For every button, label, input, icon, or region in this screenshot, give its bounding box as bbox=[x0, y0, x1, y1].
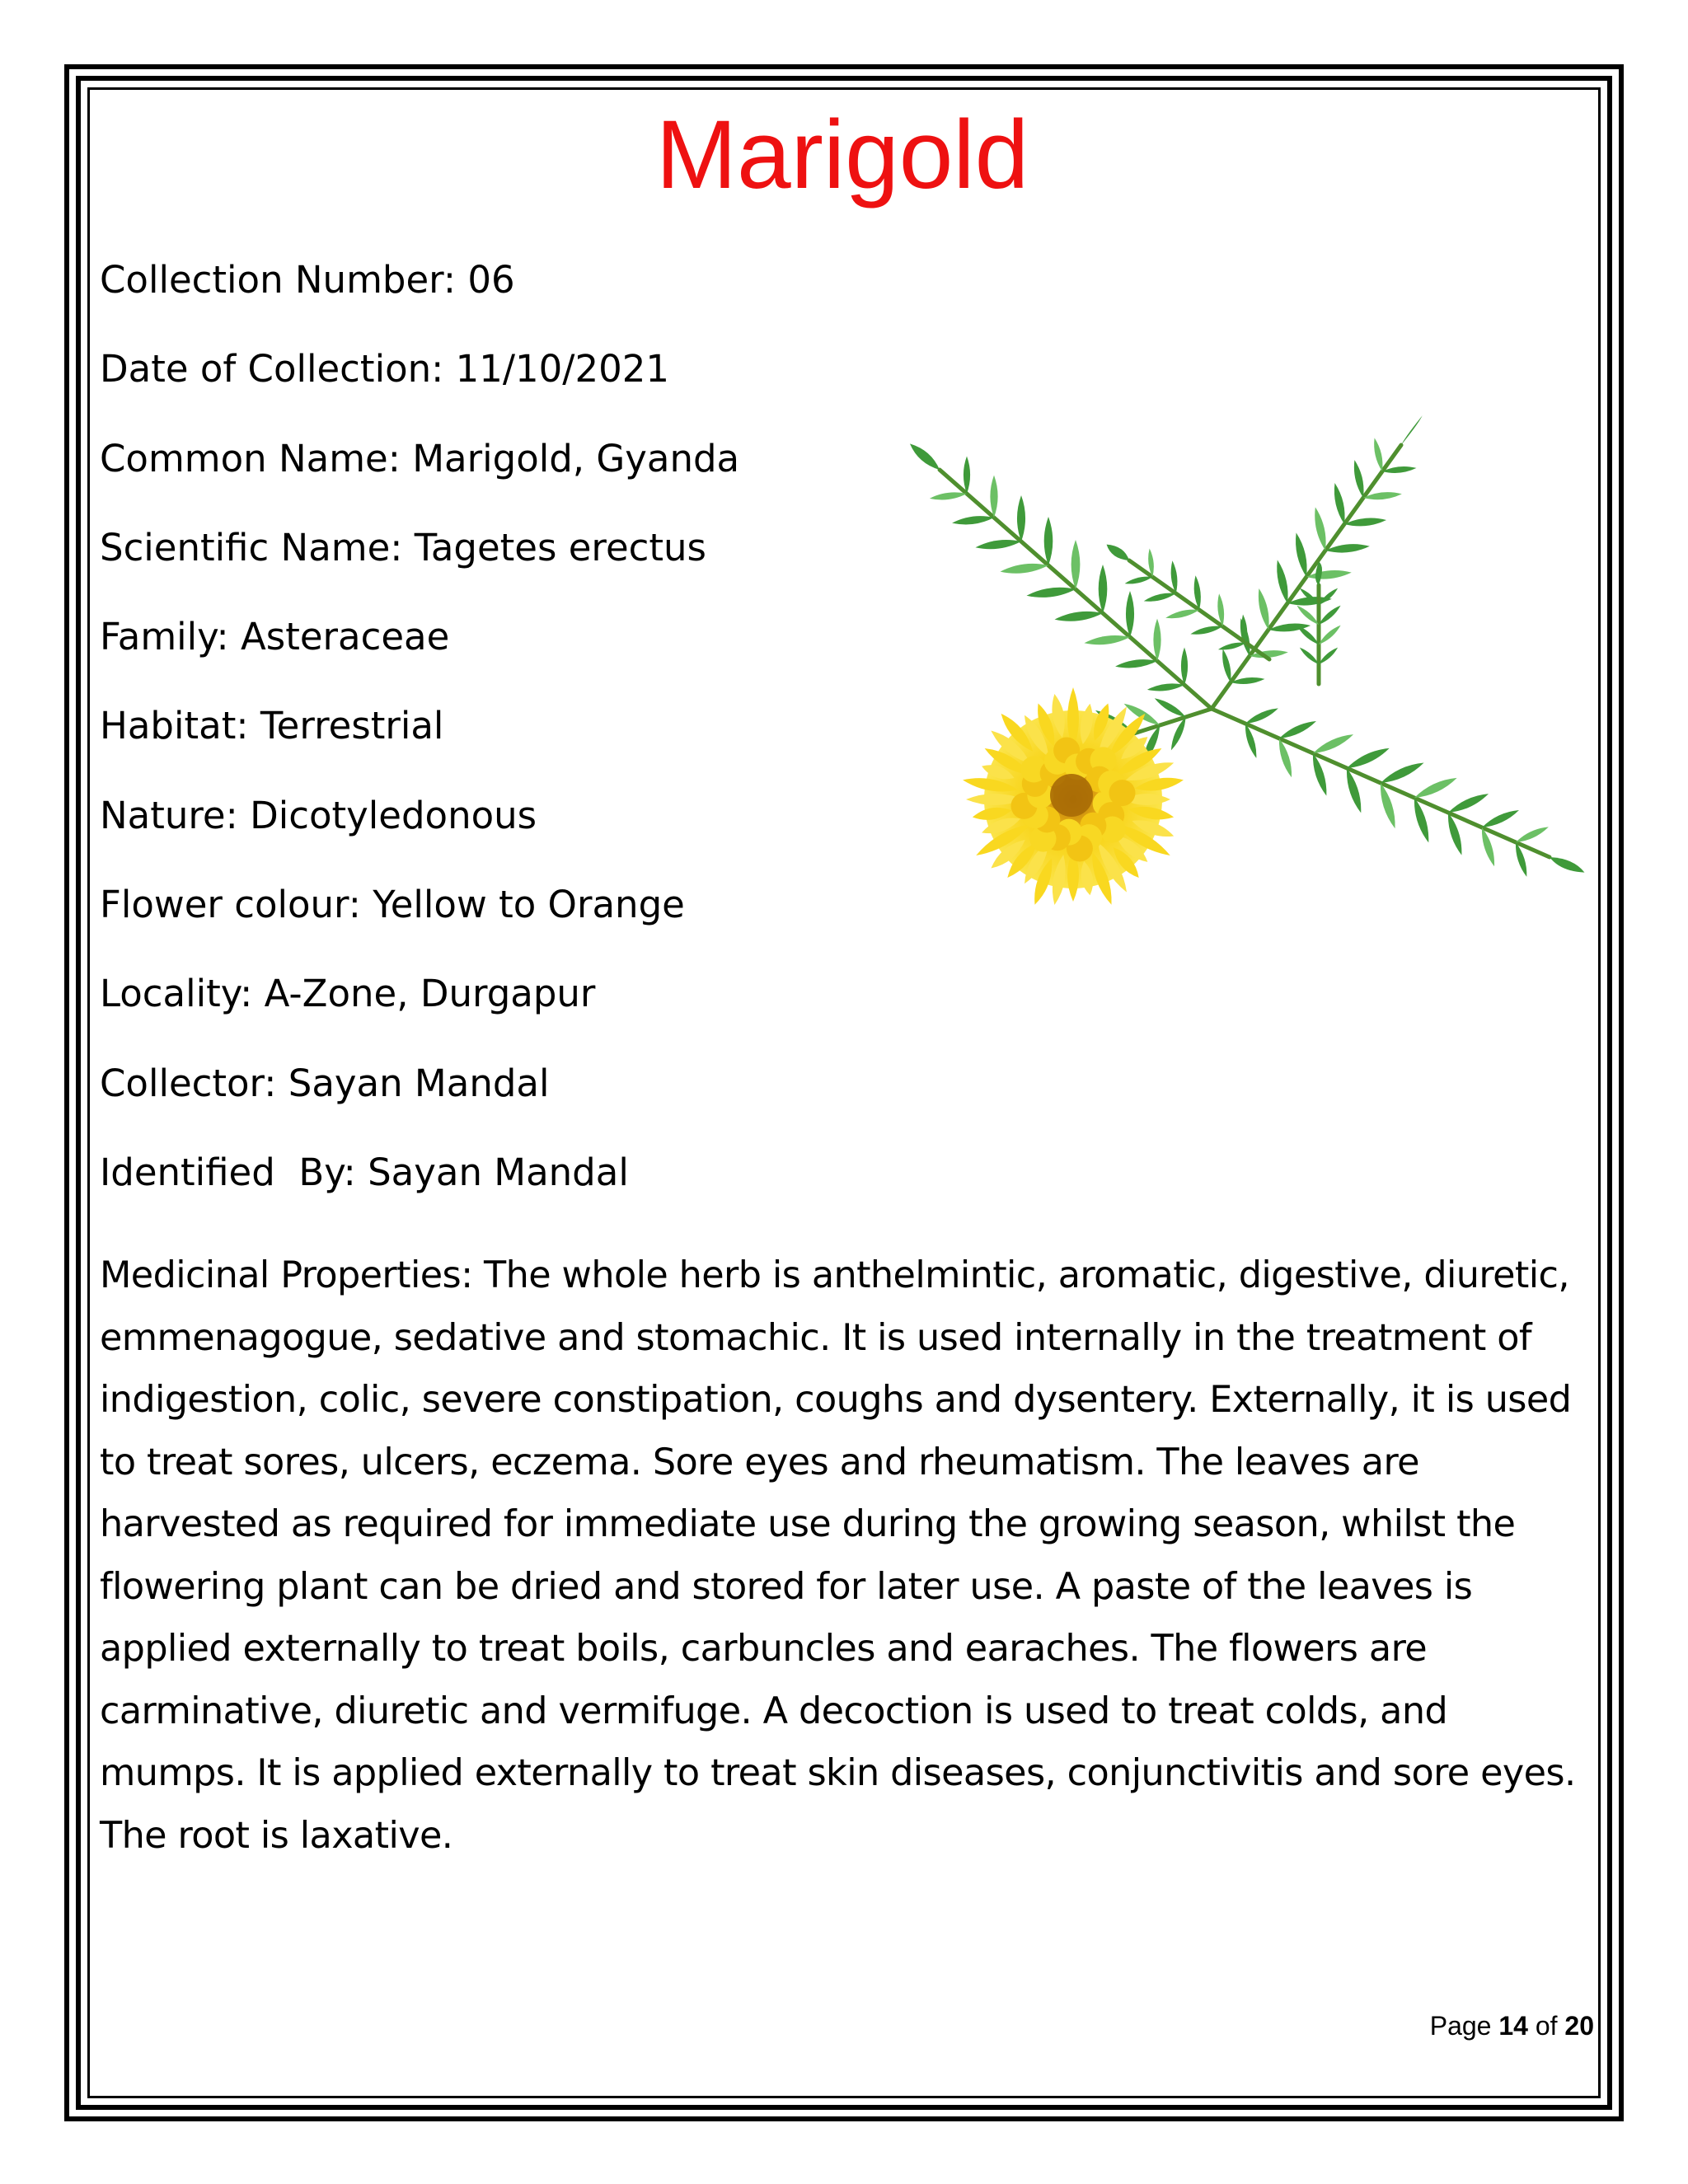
field-habitat bbox=[100, 701, 891, 790]
page-number bbox=[1430, 2009, 1594, 2042]
of-word: of bbox=[1535, 2011, 1558, 2041]
specimen-fields bbox=[100, 255, 891, 1237]
field-value: Yellow to Orange bbox=[373, 883, 685, 927]
total-pages-number: 20 bbox=[1564, 2011, 1594, 2041]
field-value: Marigold, Gyanda bbox=[412, 436, 740, 480]
field-value: Sayan Mandal bbox=[368, 1150, 629, 1194]
field-label: Flower colour: bbox=[100, 883, 361, 927]
page-word: Page bbox=[1429, 2011, 1492, 2041]
medicinal-text: The whole herb is anthelmintic, aromatic, digestive, diuretic, emmenagogue, sedative and stomachic. It is used internally in the treatment of indigestion, colic, severe constipation, coughs and dysentery. Externally, it is used to treat sores, ulcers, eczema. Sore eyes and rheumatism. The leaves are harvested as required for immediate use during the growing season, whilst the flowering plant can be dried and stored for later use. A paste of the leaves is applied externally to treat boils, carbuncles and earaches. The flowers are carminative, diuretic and vermifuge. A decoction is used to treat colds, and mumps. It is applied externally to treat skin diseases, conjunctivitis and sore eyes. The root is laxative. bbox=[100, 1254, 1576, 1857]
field-label: Collection Number: bbox=[100, 258, 457, 302]
field-collector bbox=[100, 1059, 891, 1148]
current-page-number: 14 bbox=[1498, 2011, 1528, 2041]
field-label: Identified By: bbox=[100, 1150, 356, 1194]
field-identified-by bbox=[100, 1148, 891, 1237]
medicinal-label: Medicinal Properties: bbox=[100, 1254, 473, 1296]
field-label: Family: bbox=[100, 615, 229, 659]
field-locality bbox=[100, 969, 891, 1058]
field-label: Scientific Name: bbox=[100, 525, 403, 569]
field-nature bbox=[100, 791, 891, 880]
field-label: Nature: bbox=[100, 793, 238, 837]
page-title-text: Marigold bbox=[655, 101, 1029, 209]
field-label: Common Name: bbox=[100, 436, 401, 480]
field-value: Sayan Mandal bbox=[288, 1061, 550, 1105]
field-value: 06 bbox=[467, 258, 515, 302]
field-collection-number bbox=[100, 255, 891, 344]
field-label: Date of Collection: bbox=[100, 347, 444, 391]
field-scientific-name bbox=[100, 523, 891, 612]
medicinal-properties bbox=[100, 1244, 1592, 1867]
field-common-name bbox=[100, 434, 891, 523]
field-family bbox=[100, 612, 891, 701]
marigold-image bbox=[824, 412, 1591, 964]
field-label: Collector: bbox=[100, 1061, 277, 1105]
field-value: Dicotyledonous bbox=[250, 793, 537, 837]
field-value: 11/10/2021 bbox=[455, 347, 669, 391]
field-label: Habitat: bbox=[100, 704, 249, 748]
field-date-of-collection bbox=[100, 344, 891, 434]
field-value: A-Zone, Durgapur bbox=[264, 972, 596, 1016]
field-value: Terrestrial bbox=[260, 704, 444, 748]
page-title bbox=[0, 97, 1688, 213]
field-value: Asteraceae bbox=[241, 615, 450, 659]
field-label: Locality: bbox=[100, 972, 253, 1016]
field-flower-colour bbox=[100, 880, 891, 969]
field-value: Tagetes erectus bbox=[414, 525, 706, 569]
